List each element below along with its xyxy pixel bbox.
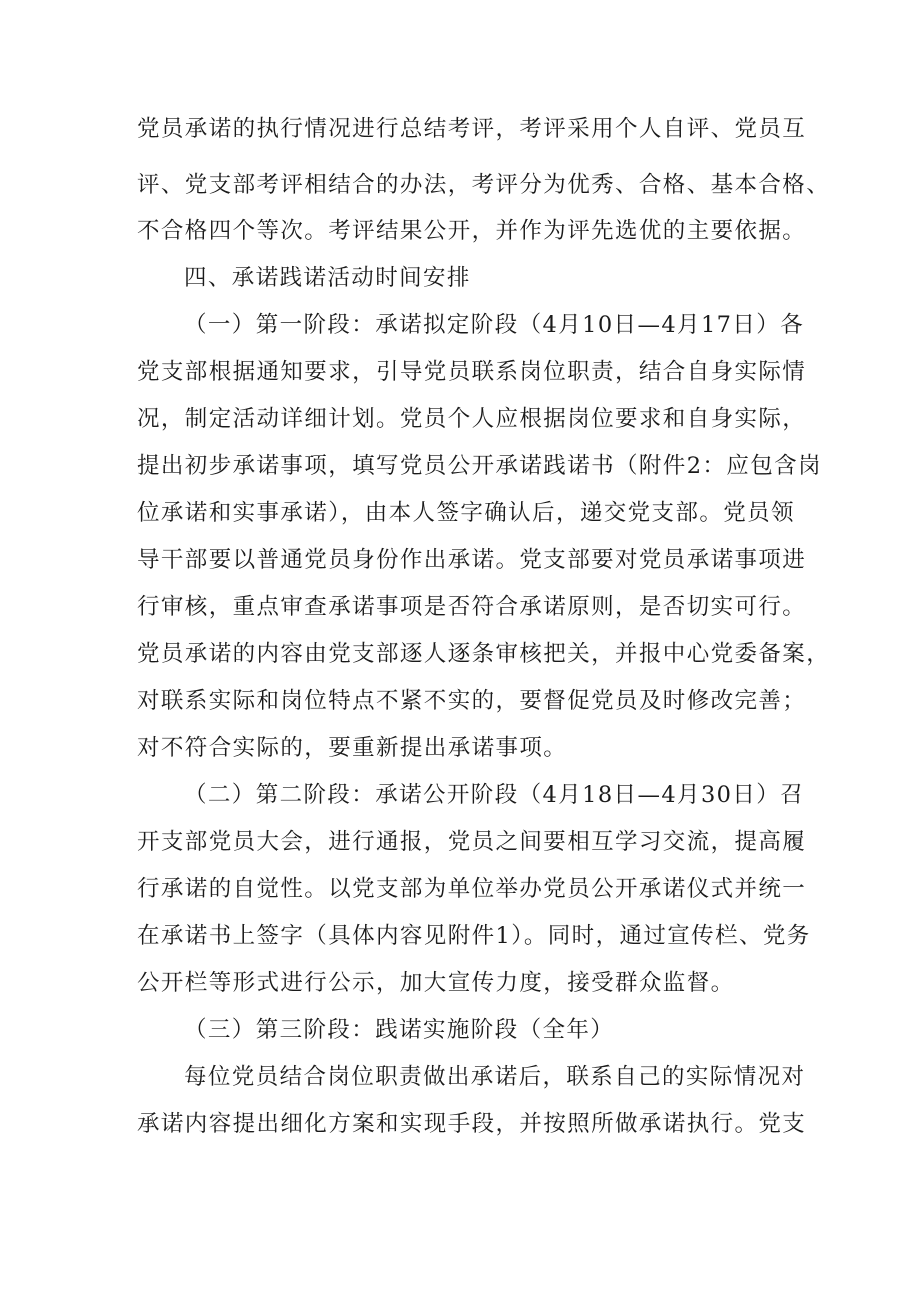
paragraph-line: 党员承诺的执行情况进行总结考评，考评采用个人自评、党员互 bbox=[137, 116, 807, 142]
paragraph-line: 对不符合实际的，要重新提出承诺事项。 bbox=[137, 735, 568, 761]
subsection-heading: （二）第二阶段：承诺公开阶段（4月18日—4月30日）召 bbox=[184, 782, 805, 808]
paragraph-line: 公开栏等形式进行公示，加大宣传力度，接受群众监督。 bbox=[137, 970, 735, 996]
section-heading: 四、承诺践诺活动时间安排 bbox=[184, 265, 471, 291]
paragraph-line: 位承诺和实事承诺），由本人签字确认后，递交党支部。党员领 bbox=[137, 500, 795, 526]
paragraph-line: 况，制定活动详细计划。党员个人应根据岗位要求和自身实际， bbox=[137, 406, 807, 432]
paragraph-line: 在承诺书上签字（具体内容见附件1）。同时，通过宣传栏、党务 bbox=[137, 923, 811, 949]
paragraph-line: 评、党支部考评相结合的办法，考评分为优秀、合格、基本合格、 bbox=[137, 172, 831, 198]
paragraph-line: 行审核，重点审查承诺事项是否符合承诺原则，是否切实可行。 bbox=[137, 594, 807, 620]
paragraph-line: 导干部要以普通党员身份作出承诺。党支部要对党员承诺事项进 bbox=[137, 547, 807, 573]
paragraph-line: 对联系实际和岗位特点不紧不实的，要督促党员及时修改完善； bbox=[137, 688, 807, 714]
paragraph-line: 每位党员结合岗位职责做出承诺后，联系自己的实际情况对 bbox=[184, 1064, 806, 1090]
paragraph-line: 提出初步承诺事项，填写党员公开承诺践诺书（附件2：应包含岗 bbox=[137, 453, 822, 479]
paragraph-line: 行承诺的自觉性。以党支部为单位举办党员公开承诺仪式并统一 bbox=[137, 876, 807, 902]
subsection-heading: （一）第一阶段：承诺拟定阶段（4月10日—4月17日）各 bbox=[184, 312, 805, 338]
paragraph-line: 承诺内容提出细化方案和实现手段，并按照所做承诺执行。党支 bbox=[137, 1111, 807, 1137]
paragraph-line: 开支部党员大会，进行通报，党员之间要相互学习交流，提高履 bbox=[137, 829, 807, 855]
paragraph-line: 党支部根据通知要求，引导党员联系岗位职责，结合自身实际情 bbox=[137, 359, 807, 385]
paragraph-line: 党员承诺的内容由党支部逐人逐条审核把关，并报中心党委备案， bbox=[137, 641, 831, 667]
subsection-heading: （三）第三阶段：践诺实施阶段（全年） bbox=[184, 1017, 615, 1043]
paragraph-line: 不合格四个等次。考评结果公开，并作为评先选优的主要依据。 bbox=[137, 218, 807, 244]
